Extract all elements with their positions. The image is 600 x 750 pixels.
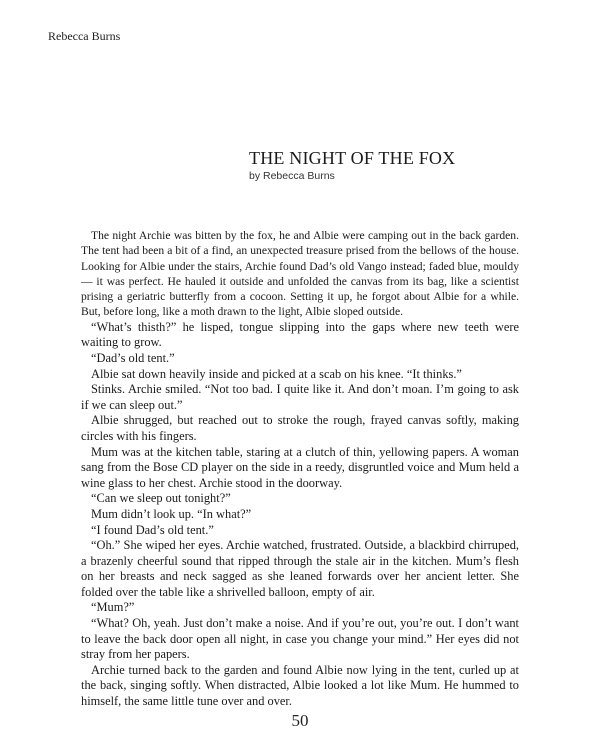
paragraph: “What’s thisth?” he lisped, tongue slipping into the gaps where new teeth were waiting to grow.	[81, 319, 519, 350]
story-title: THE NIGHT OF THE FOX	[249, 148, 456, 168]
running-head: Rebecca Burns	[48, 29, 121, 43]
paragraph: Mum was at the kitchen table, staring at a clutch of thin, yellowing papers. A woman sang from the Bose CD player on the side in a reedy, disgruntled voice and Mum held a wine glass to her chest. Archie stood in the doorway.	[81, 444, 519, 490]
paragraph: Albie shrugged, but reached out to stroke the rough, frayed canvas softly, making circles with his fingers.	[81, 413, 519, 443]
paragraph: “Mum?”	[91, 600, 135, 615]
title-block	[249, 148, 455, 182]
story-body	[81, 228, 519, 710]
paragraph: “Oh.” She wiped her eyes. Archie watched, frustrated. Outside, a blackbird chirruped, a brazenly cheerful sound that ripped through the stale air in the kitchen. Mum’s flesh on her breasts and neck sagged as she leaned forwards over her ancient letter. She folded over the table like a shrivelled balloon, empty of air.	[81, 538, 519, 599]
page-number: 50	[291, 711, 309, 730]
paragraph: “What? Oh, yeah. Just don’t make a noise. And if you’re out, you’re out. I don’t want to leave the back door open all night, in case you change your mind.” Her eyes did not stray from her papers.	[81, 616, 519, 662]
paragraph: Archie turned back to the garden and found Albie now lying in the tent, curled up at the back, singing softly. When distracted, Albie looked a lot like Mum. He hummed to himself, the same little tune over and over.	[81, 662, 519, 709]
paragraph: “I found Dad’s old tent.”	[91, 522, 214, 537]
byline: by Rebecca Burns	[249, 170, 335, 182]
paragraph: The night Archie was bitten by the fox, he and Albie were camping out in the back garden. The tent had been a bit of a find, an unexpected treasure prised from the bellows of the house. Looking for Albie under the stairs, Archie found Dad’s old Vango instead; faded blue, mouldy — it was perfect. He hauled it outside and unfolded the canvas from its bag, like a scientist prising a geriatric butterfly from a cocoon. Setting it up, he forgot about Albie for a while. But, before long, like a moth drawn to the light, Albie sloped outside.	[81, 229, 519, 319]
paragraph: “Can we sleep out tonight?”	[91, 491, 231, 506]
paragraph: Mum didn’t look up. “In what?”	[91, 506, 252, 521]
paragraph: Stinks. Archie smiled. “Not too bad. I quite like it. And don’t moan. I’m going to ask if we can sleep out.”	[81, 382, 519, 412]
paragraph: Albie sat down heavily inside and picked at a scab on his knee. “It thinks.”	[91, 366, 462, 381]
paragraph: “Dad’s old tent.”	[91, 350, 175, 365]
